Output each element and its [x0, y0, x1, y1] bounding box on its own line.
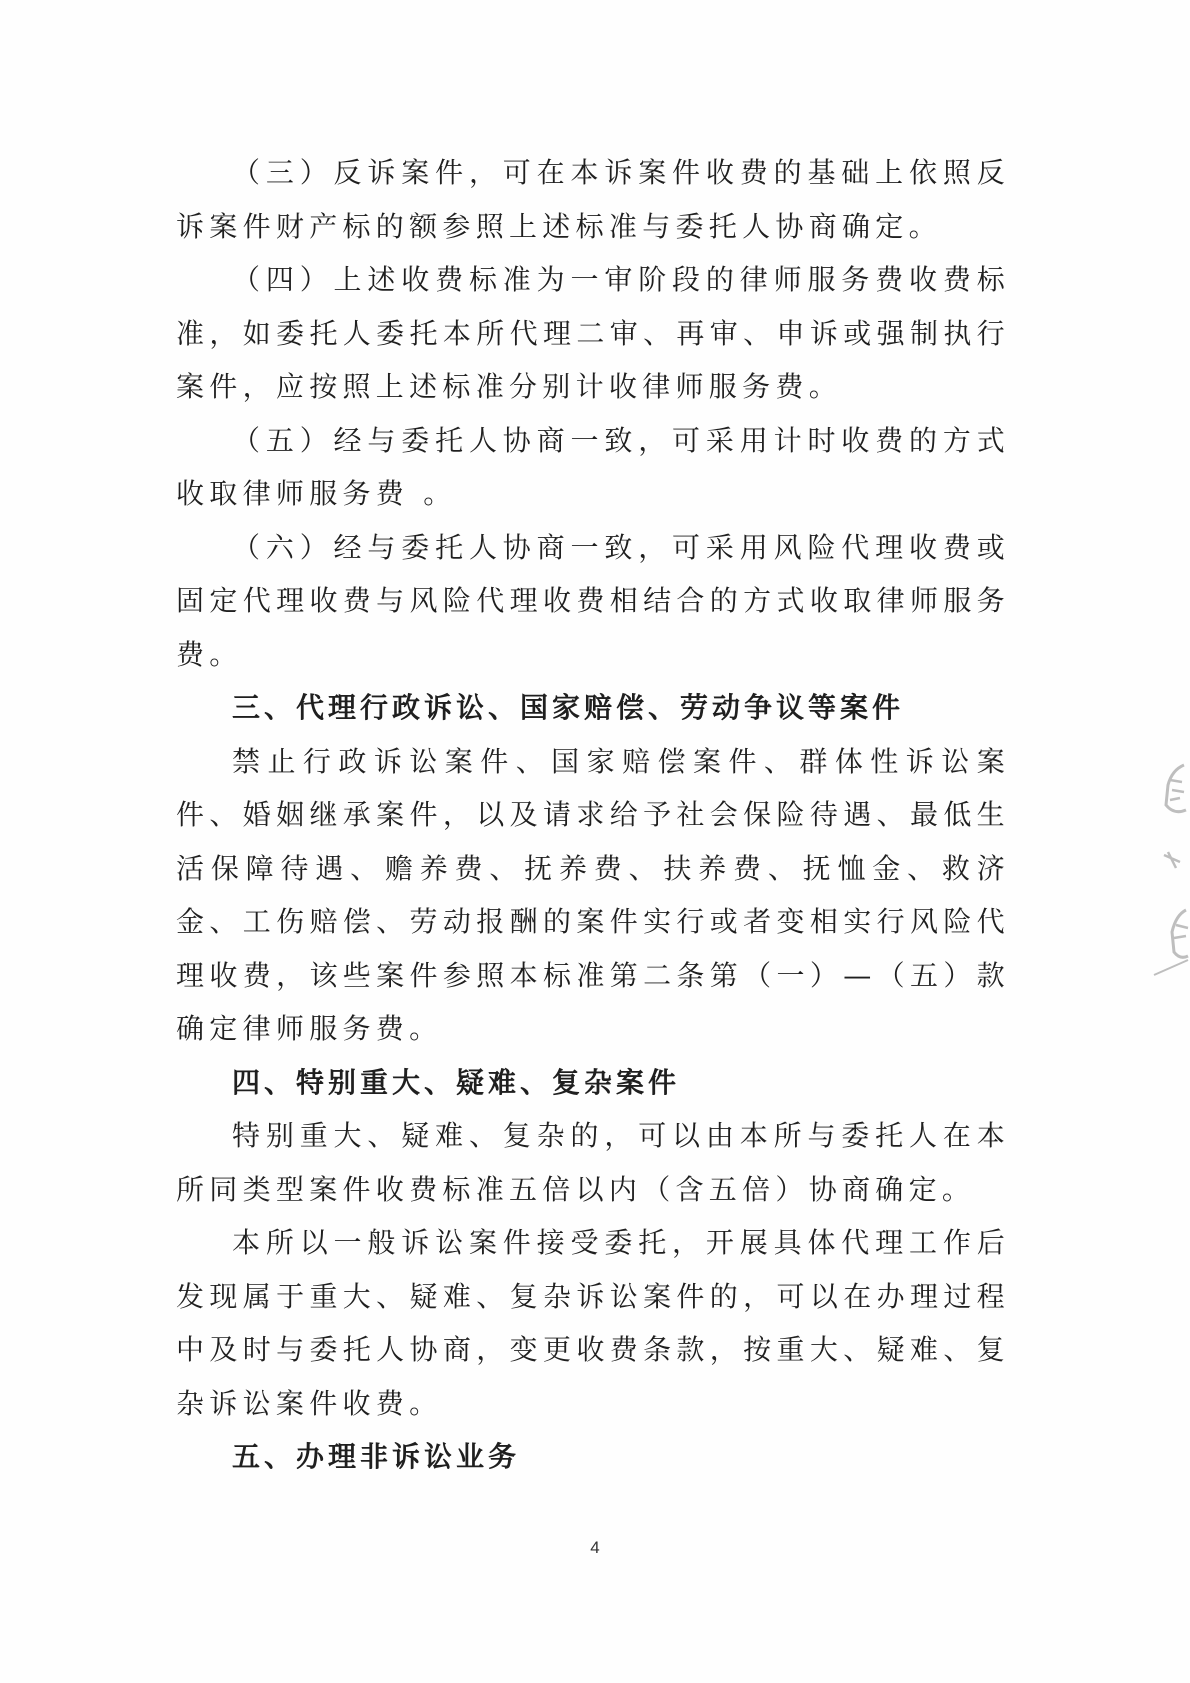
- paragraph-prohibited-risk-agency: 禁止行政诉讼案件、国家赔偿案件、群体性诉讼案件、婚姻继承案件，以及请求给予社会保险待遇、最低生活保障待遇、赡养费、抚养费、扶养费、抚恤金、救济金、工伤赔偿、劳动报酬的案件实行或者变相实行风险代理收费，该些案件参照本标准第二条第（一）—（五）款确定律师服务费。: [176, 744, 1010, 1045]
- section-heading-complex-cases: 四、特别重大、疑难、复杂案件: [232, 1065, 681, 1099]
- page-number: 4: [590, 1538, 600, 1557]
- section-heading-administrative: 三、代理行政诉讼、国家赔偿、劳动争议等案件: [232, 691, 905, 724]
- paragraph-first-instance-fee: （四）上述收费标准为一审阶段的律师服务费收费标准，如委托人委托本所代理二审、再审、申诉或强制执行案件，应按照上述标准分别计收律师服务费。: [176, 263, 1010, 403]
- paragraph-risk-agency-fee: （六）经与委托人协商一致，可采用风险代理收费或固定代理收费与风险代理收费相结合的方式收取律师服务费。: [176, 530, 1010, 671]
- paragraph-hourly-fee: （五）经与委托人协商一致，可采用计时收费的方式收取律师服务费 。: [176, 423, 1010, 510]
- partial-seal-stamp: [1150, 760, 1190, 990]
- section-heading-non-litigation: 五、办理非诉讼业务: [232, 1440, 521, 1473]
- paragraph-complex-fee-limit: 特别重大、疑难、复杂的，可以由本所与委托人在本所同类型案件收费标准五倍以内（含五倍）协商确定。: [176, 1119, 1010, 1206]
- paragraph-fee-change: 本所以一般诉讼案件接受委托，开展具体代理工作后发现属于重大、疑难、复杂诉讼案件的，可以在办理过程中及时与委托人协商，变更收费条款，按重大、疑难、复杂诉讼案件收费。: [176, 1226, 1010, 1420]
- document-body: [176, 146, 1010, 1484]
- paragraph-counterclaim: （三）反诉案件，可在本诉案件收费的基础上依照反诉案件财产标的额参照上述标准与委托人协商确定。: [176, 156, 1010, 243]
